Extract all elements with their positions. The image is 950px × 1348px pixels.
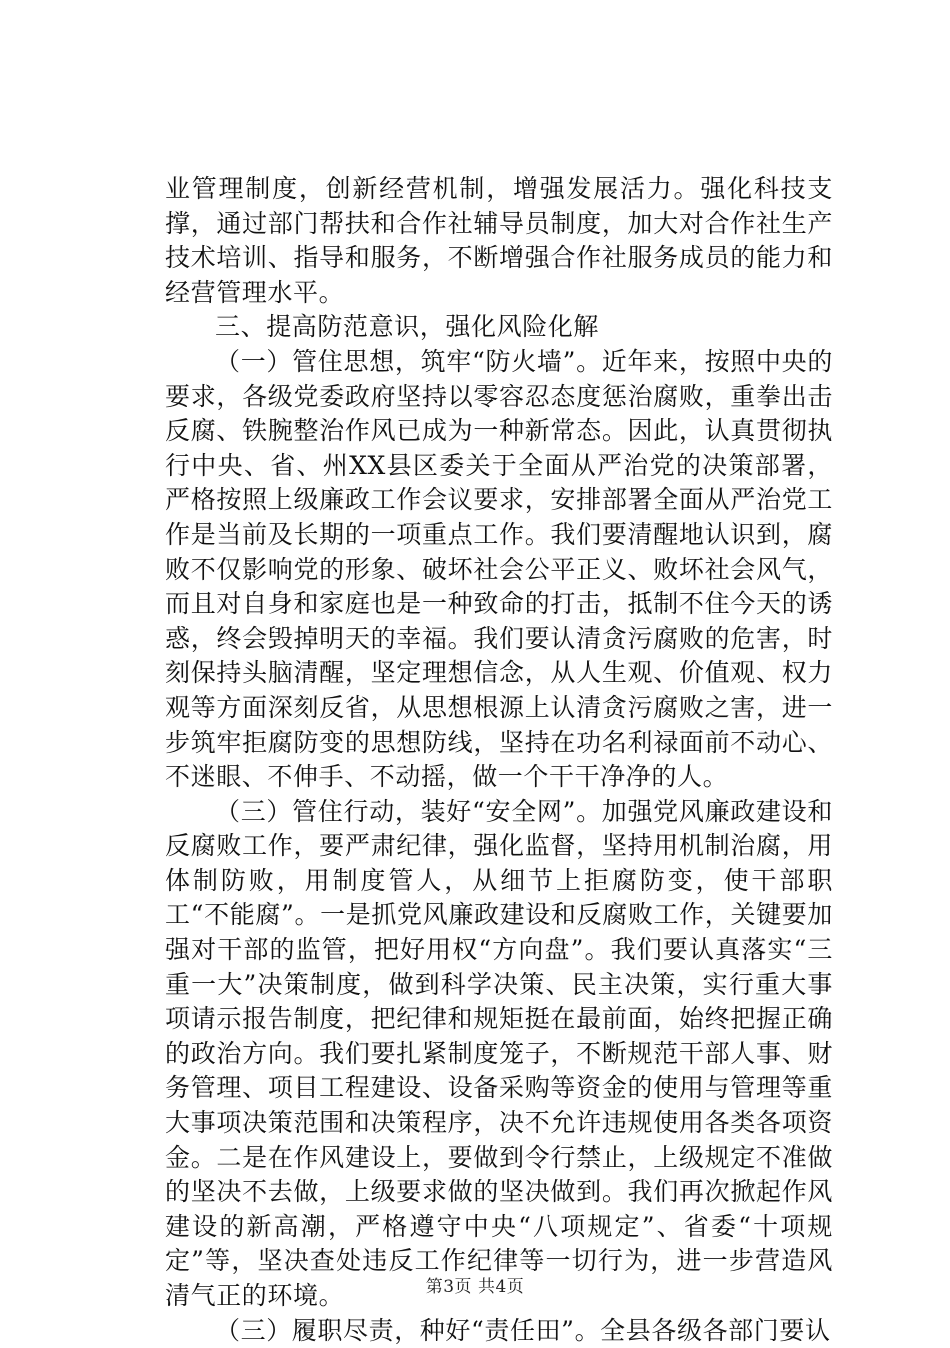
paragraph-responsibility: （三）履职尽责，种好“责任田”。全县各级各部门要认 — [215, 1315, 831, 1345]
paragraph-firewall: （一）管住思想，筑牢“防火墙”。近年来，按照中央的要求，各级党委政府坚持以零容忍态度惩治腐败，重拳出击反腐、铁腕整治作风已成为一种新常态。因此，认真贯彻执行中央、省、州XX县区委关于全面从严治党的决策部署，严格按照上级廉政工作会议要求，安排部署全面从严治党工作是当前及长期的一项重点工作。我们要清醒地认识到，腐败不仅影响党的形象、破坏社会公平正义、败坏社会风气，而且对自身和家庭也是一种致命的打击，抵制不住今天的诱惑，终会毁掉明天的幸福。我们要认清贪污腐败的危害，时刻保持头脑清醒，坚定理想信念，从人生观、价值观、权力观等方面深刻反省，从思想根源上认清贪污腐败之害，进一步筑牢拒腐防变的思想防线，坚持在功名利禄面前不动心、不迷眼、不伸手、不动摇，做一个干干净净的人。 — [165, 346, 833, 792]
page-number-footer: 第3页 共4页 — [425, 1277, 525, 1297]
paragraph-safety-net: （三）管住行动，装好“安全网”。加强党风廉政建设和反腐败工作，要严肃纪律，强化监督，坚持用机制治腐，用体制防败，用制度管人，从细节上拒腐防变，使干部职工“不能腐”。一是抓党风廉政建设和反腐败工作，关键要加强对干部的监管，把好用权“方向盘”。我们要认真落实“三重一大”决策制度，做到科学决策、民主决策，实行重大事项请示报告制度，把纪律和规矩挺在最前面，始终把握正确的政治方向。我们要扎紧制度笼子，不断规范干部人事、财务管理、项目工程建设、设备采购等资金的使用与管理等重大事项决策范围和决策程序，决不允许违规使用各类各项资金。二是在作风建设上，要做到令行禁止，上级规定不准做的坚决不去做，上级要求做的坚决做到。我们再次掀起作风建设的新高潮，严格遵守中央“八项规定”、省委“十项规定”等，坚决查处违反工作纪律等一切行为，进一步营造风清气正的环境。 — [165, 796, 833, 1310]
paragraph-continuation: 业管理制度，创新经营机制，增强发展活力。强化科技支撑，通过部门帮扶和合作社辅导员制度，加大对合作社生产技术培训、指导和服务，不断增强合作社服务成员的能力和经营管理水平。 — [165, 174, 833, 307]
document-body — [165, 172, 833, 1348]
section-heading: 三、提高防范意识，强化风险化解 — [215, 312, 600, 342]
